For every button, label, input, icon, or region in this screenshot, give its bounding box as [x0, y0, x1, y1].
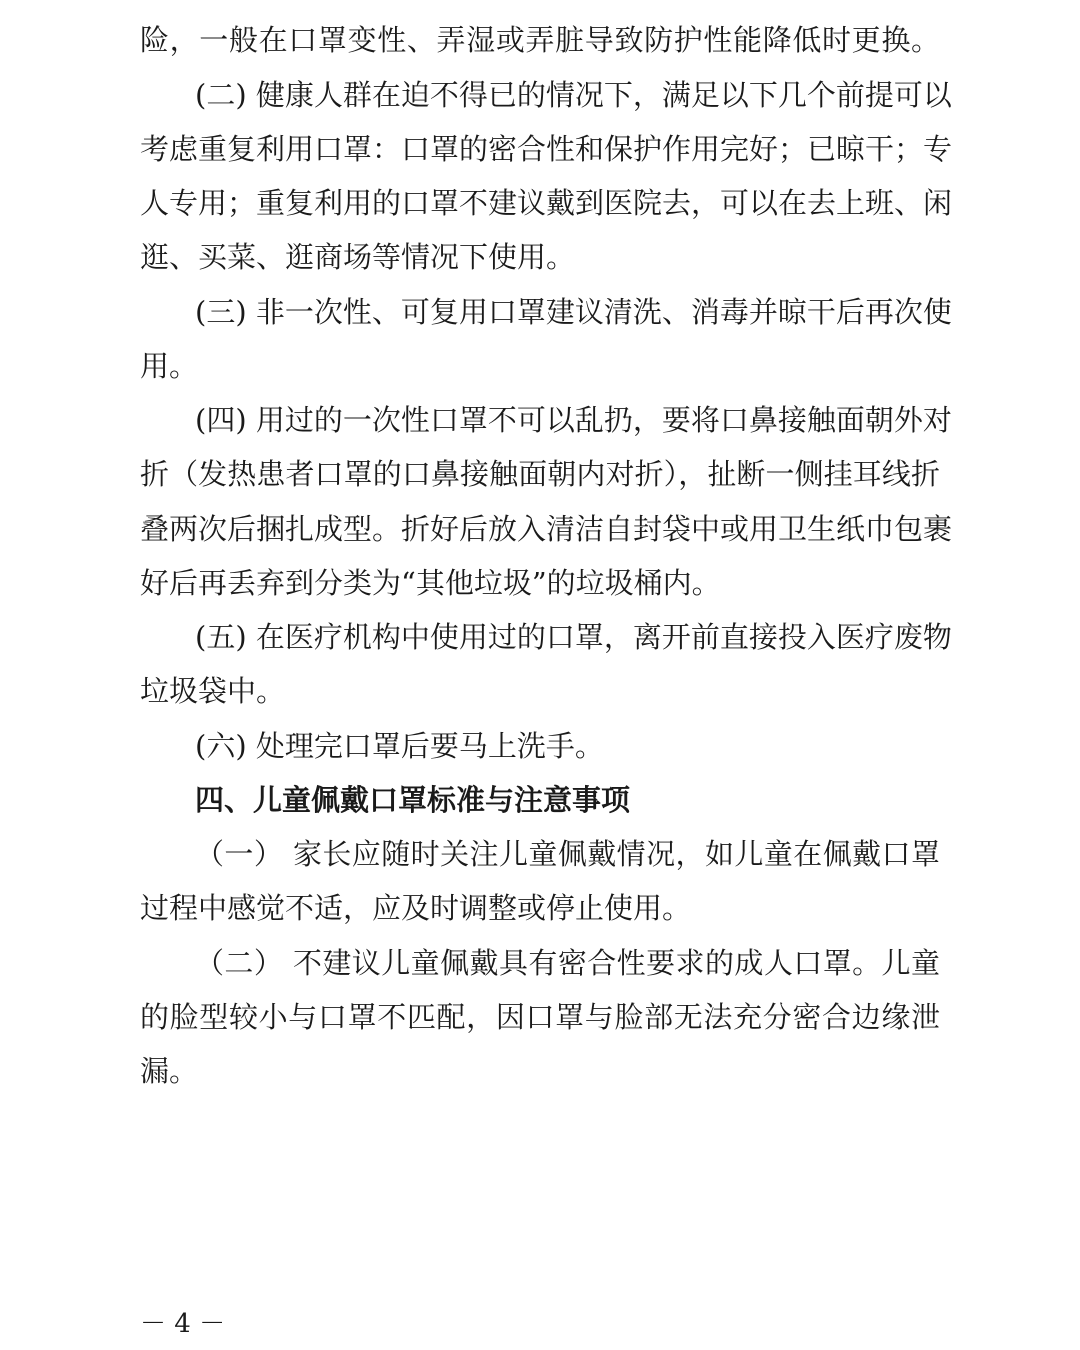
paragraph-line: (四) 用过的一次性口罩不可以乱扔，要将口鼻接触面朝外对: [195, 403, 952, 437]
paragraph-line: 考虑重复利用口罩：口罩的密合性和保护作用完好；已晾干；专: [140, 132, 953, 166]
paragraph-line: 好后再丢弃到分类为“其他垃圾”的垃圾桶内。: [140, 566, 721, 600]
paragraph-line: (二) 健康人群在迫不得已的情况下，满足以下几个前提可以: [195, 78, 952, 112]
paragraph-line: 人专用；重复利用的口罩不建议戴到医院去，可以在去上班、闲: [140, 186, 953, 220]
paragraph-line: (六) 处理完口罩后要马上洗手。: [195, 729, 604, 763]
paragraph-line: 过程中感觉不适，应及时调整或停止使用。: [140, 891, 692, 925]
paragraph-line: 叠两次后捆扎成型。折好后放入清洁自封袋中或用卫生纸巾包裹: [140, 512, 953, 546]
paragraph-line: 折（发热患者口罩的口鼻接触面朝内对折），扯断一侧挂耳线折: [140, 457, 940, 491]
section-heading: 四、儿童佩戴口罩标准与注意事项: [195, 783, 631, 817]
paragraph-line: 漏。: [140, 1054, 199, 1088]
paragraph-line: 逛、买菜、逛商场等情况下使用。: [140, 240, 576, 274]
paragraph-line: (五) 在医疗机构中使用过的口罩，离开前直接投入医疗废物: [195, 620, 952, 654]
paragraph-line: （二） 不建议儿童佩戴具有密合性要求的成人口罩。儿童: [195, 946, 940, 980]
paragraph-line: 用。: [140, 349, 199, 383]
page-number: － 4 －: [140, 1309, 226, 1339]
paragraph-line: 垃圾袋中。: [140, 674, 286, 708]
paragraph-line: （一） 家长应随时关注儿童佩戴情况，如儿童在佩戴口罩: [195, 837, 940, 871]
paragraph-line: 险，一般在口罩变性、弄湿或弄脏导致防护性能降低时更换。: [140, 23, 940, 57]
paragraph-line: (三) 非一次性、可复用口罩建议清洗、消毒并晾干后再次使: [195, 295, 952, 329]
paragraph-line: 的脸型较小与口罩不匹配，因口罩与脸部无法充分密合边缘泄: [140, 1000, 940, 1034]
